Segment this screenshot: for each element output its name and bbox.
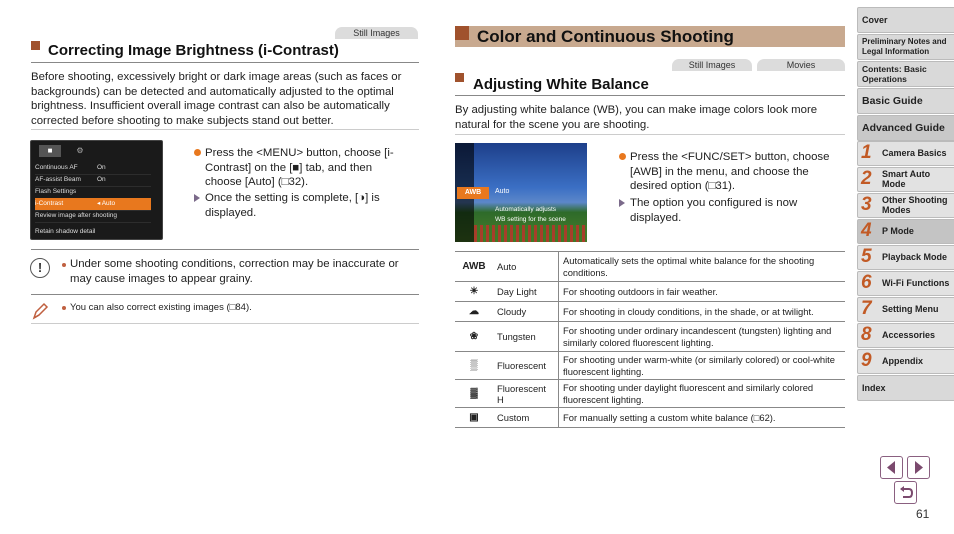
custom-wb-icon: ▣ xyxy=(455,408,493,428)
menu-row: Flash Settings xyxy=(35,186,151,199)
table-row xyxy=(455,322,845,352)
chapter-title: Color and Continuous Shooting xyxy=(477,27,734,46)
table-row xyxy=(455,380,845,408)
wb-caption-2: WB setting for the scene xyxy=(495,216,566,223)
step-bullet xyxy=(619,153,626,160)
step-bullet xyxy=(194,149,201,156)
caution-bottom-rule xyxy=(31,294,419,295)
wb-desc: Automatically sets the optimal white balance for the shooting conditions. xyxy=(559,252,846,282)
nav-preliminary-notes[interactable]: Preliminary Notes and Legal Information xyxy=(857,34,954,60)
caution-bullet xyxy=(62,263,66,267)
table-row xyxy=(455,302,845,322)
note-text: You can also correct existing images (□84). xyxy=(70,302,252,313)
return-button[interactable] xyxy=(894,481,917,504)
nav-chapter-7[interactable]: 7 Setting Menu xyxy=(857,297,954,322)
white-balance-table xyxy=(455,251,845,428)
menu-row: Retain shadow detail xyxy=(35,228,96,235)
wb-name: Tungsten xyxy=(493,322,559,352)
wb-name: Fluorescent H xyxy=(493,380,559,408)
menu-row: Continuous AF On xyxy=(35,162,151,175)
note-bullet xyxy=(62,306,66,310)
fluorescent-h-icon: ▓ xyxy=(455,380,493,408)
tungsten-icon: ❀ xyxy=(455,322,493,352)
sun-icon: ☀ xyxy=(455,282,493,302)
wb-caption-1: Automatically adjusts xyxy=(495,206,557,213)
wb-option-label: Auto xyxy=(495,188,510,195)
nav-chapter-1[interactable]: 1 Camera Basics xyxy=(857,141,954,166)
wb-step-1: Press the <FUNC/SET> button, choose [AWB] in the menu, and choose the desired option (□31). xyxy=(630,151,830,192)
wb-desc: For shooting outdoors in fair weather. xyxy=(559,282,846,302)
camera-menu-screenshot xyxy=(30,140,163,240)
still-images-tag: Still Images xyxy=(335,27,418,39)
table-row xyxy=(455,352,845,380)
fluorescent-icon: ▒ xyxy=(455,352,493,380)
settings-tab-icon: ⚙ xyxy=(76,146,84,155)
still-images-tag: Still Images xyxy=(672,59,752,71)
wb-desc: For shooting under daylight fluorescent and similarly colored fluorescent lighting. xyxy=(559,380,846,408)
arrow-left-icon xyxy=(881,457,902,478)
wb-name: Auto xyxy=(493,252,559,282)
result-arrow-icon xyxy=(194,194,200,202)
camera-tab-icon: ■ xyxy=(39,145,61,157)
section-title-white-balance: Adjusting White Balance xyxy=(473,76,649,93)
section-rule xyxy=(455,95,845,96)
section-rule xyxy=(31,62,419,63)
return-icon xyxy=(895,482,916,503)
result-arrow-icon xyxy=(619,199,625,207)
note-bottom-rule xyxy=(31,323,419,324)
nav-index[interactable]: Index xyxy=(857,375,954,401)
pencil-icon xyxy=(31,301,49,321)
wb-desc: For manually setting a custom white balance (□62). xyxy=(559,408,846,428)
movies-tag: Movies xyxy=(757,59,845,71)
section-title-i-contrast: Correcting Image Brightness (i-Contrast) xyxy=(48,42,339,59)
nav-chapter-5[interactable]: 5 Playback Mode xyxy=(857,245,954,270)
wb-camera-screenshot xyxy=(455,143,587,242)
nav-chapter-2[interactable]: 2 Smart Auto Mode xyxy=(857,167,954,192)
menu-row-selected: i-Contrast ◂ Auto xyxy=(35,198,151,211)
caution-icon: ! xyxy=(30,258,50,278)
nav-basic-guide[interactable]: Basic Guide xyxy=(857,88,954,114)
wb-name: Fluorescent xyxy=(493,352,559,380)
chapter-title-marker xyxy=(455,26,469,40)
wb-desc: For shooting under ordinary incandescent (tungsten) lighting and similarly colored fluorescent lighting. xyxy=(559,322,846,352)
wb-name: Cloudy xyxy=(493,302,559,322)
nav-chapter-6[interactable]: 6 Wi-Fi Functions xyxy=(857,271,954,296)
caution-top-rule xyxy=(31,249,419,250)
page-number: 61 xyxy=(916,507,930,521)
table-row xyxy=(455,408,845,428)
wb-name: Custom xyxy=(493,408,559,428)
wb-desc: For shooting in cloudy conditions, in the shade, or at twilight. xyxy=(559,302,846,322)
nav-chapter-8[interactable]: 8 Accessories xyxy=(857,323,954,348)
divider xyxy=(31,129,419,130)
wb-step-2: The option you configured is now displayed. xyxy=(630,197,798,224)
awb-icon: AWB xyxy=(455,252,493,282)
nav-chapter-9[interactable]: 9 Appendix xyxy=(857,349,954,374)
nav-cover[interactable]: Cover xyxy=(857,7,954,33)
awb-selected-icon: AWB xyxy=(457,187,489,199)
section-marker xyxy=(31,41,40,50)
wb-name: Day Light xyxy=(493,282,559,302)
arrow-right-icon xyxy=(908,457,929,478)
table-row xyxy=(455,282,845,302)
caution-text: Under some shooting conditions, correction may be inaccurate or may cause images to appear grainy. xyxy=(70,258,399,285)
next-page-button[interactable] xyxy=(907,456,930,479)
flower-field xyxy=(474,225,587,242)
nav-contents[interactable]: Contents: Basic Operations xyxy=(857,61,954,87)
wb-desc: For shooting under warm-white (or similarly colored) or cool-white fluorescent lighting. xyxy=(559,352,846,380)
i-contrast-step-2: Once the setting is complete, [◑] is displayed. xyxy=(205,192,380,219)
white-balance-intro: By adjusting white balance (WB), you can make image colors look more natural for the scene you are shooting. xyxy=(455,104,818,131)
nav-chapter-4-current[interactable]: 4 P Mode xyxy=(857,219,954,244)
i-contrast-step-1: Press the <MENU> button, choose [i-Contrast] on the [■] tab, and then choose [Auto] (□32). xyxy=(205,147,394,188)
i-contrast-intro: Before shooting, excessively bright or dark image areas (such as faces or backgrounds) can be detected and automatically adjusted to the optimal brightness. Insufficient overall image contrast can also be automatically corrected before shooting to make subjects stand out better. xyxy=(31,71,402,127)
divider xyxy=(455,134,845,135)
menu-row: Review image after shooting xyxy=(35,210,151,223)
previous-page-button[interactable] xyxy=(880,456,903,479)
nav-chapter-3[interactable]: 3 Other Shooting Modes xyxy=(857,193,954,218)
cloud-icon: ☁ xyxy=(455,302,493,322)
nav-advanced-guide[interactable]: Advanced Guide xyxy=(857,115,954,141)
menu-row: AF-assist Beam On xyxy=(35,174,151,187)
table-row xyxy=(455,252,845,282)
section-marker xyxy=(455,73,464,82)
